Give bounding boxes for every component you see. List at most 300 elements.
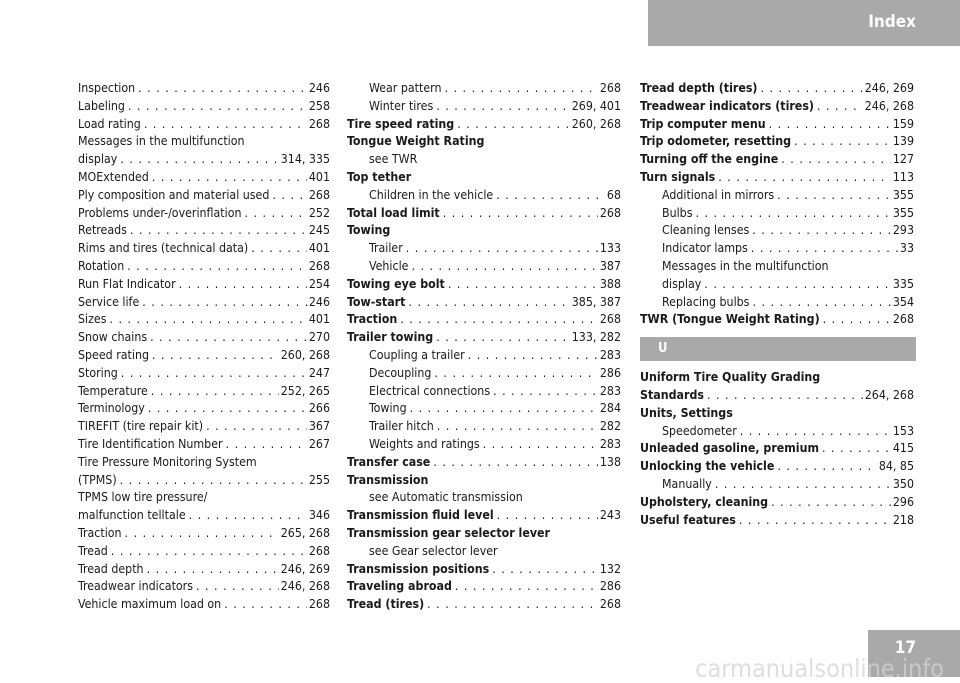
- dot-leader: [144, 116, 307, 134]
- index-entry: [347, 454, 621, 472]
- index-entry: [640, 98, 914, 116]
- index-entry: [78, 311, 330, 329]
- entry-term: Retreads: [78, 223, 127, 238]
- entry-page-ref: 268: [599, 81, 621, 95]
- index-entry: [640, 294, 914, 312]
- index-entry: [347, 222, 621, 240]
- index-entry: [78, 276, 330, 294]
- entry-term: Uniform Tire Quality Grading: [640, 370, 821, 385]
- entry-page-ref: 153: [892, 423, 914, 438]
- entry-term: Tread: [78, 543, 108, 558]
- index-column-3-section-entries: [640, 369, 914, 529]
- index-entry: [78, 187, 330, 205]
- entry-term: Tread depth: [78, 561, 144, 576]
- entry-page-ref: 269, 401: [571, 98, 621, 113]
- index-entry: [640, 512, 914, 530]
- dot-leader: [120, 151, 278, 169]
- index-entry: [347, 383, 621, 401]
- entry-term: Units, Settings: [640, 405, 733, 420]
- entry-page-ref: 218: [892, 512, 914, 527]
- entry-term: TIREFIT (tire repair kit): [78, 419, 204, 434]
- entry-page-ref: 68: [606, 187, 621, 202]
- entry-term: Bulbs: [662, 205, 693, 220]
- entry-page-ref: 268: [308, 258, 330, 273]
- index-entry: [640, 151, 914, 169]
- index-entry: [347, 525, 621, 543]
- index-column-3: [640, 80, 914, 529]
- index-entry: [78, 98, 330, 116]
- entry-term: Vehicle: [369, 258, 409, 273]
- entry-term: Tow-start: [347, 294, 406, 309]
- dot-leader: [448, 276, 598, 294]
- dot-leader: [196, 578, 279, 596]
- entry-term: Towing eye bolt: [347, 276, 445, 291]
- index-entry: [78, 383, 330, 401]
- entry-term: TPMS low tire pressure/: [78, 490, 208, 505]
- header-tab: [648, 0, 960, 46]
- entry-term: Unlocking the vehicle: [640, 459, 775, 474]
- dot-leader: [823, 311, 891, 329]
- entry-page-ref: 139: [892, 134, 914, 149]
- index-entry: [640, 369, 914, 387]
- index-entry: [640, 205, 914, 223]
- entry-page-ref: 286: [599, 365, 621, 380]
- entry-page-ref: 388: [599, 276, 621, 291]
- entry-page-ref: 415: [892, 441, 914, 456]
- index-entry: [347, 578, 621, 596]
- index-entry: [640, 258, 914, 276]
- entry-term: Rims and tires (technical data): [78, 241, 249, 256]
- entry-term: Traveling abroad: [347, 579, 452, 594]
- dot-leader: [150, 329, 307, 347]
- dot-leader: [492, 561, 598, 579]
- entry-term: Transfer case: [347, 454, 431, 469]
- dot-leader: [483, 436, 598, 454]
- entry-term: Run Flat Indicator: [78, 276, 176, 291]
- dot-leader: [457, 116, 570, 134]
- entry-term: Snow chains: [78, 330, 148, 345]
- dot-leader: [817, 98, 863, 116]
- entry-page-ref: 133, 282: [571, 330, 621, 345]
- entry-term: Transmission fluid level: [347, 508, 494, 523]
- dot-leader: [251, 240, 307, 258]
- entry-term: Unleaded gasoline, premium: [640, 441, 820, 456]
- index-entry: [78, 294, 330, 312]
- index-entry: [78, 116, 330, 134]
- entry-term: Manually: [662, 476, 712, 491]
- index-entry: [640, 458, 914, 476]
- entry-term: see Automatic transmission: [369, 490, 523, 505]
- dot-leader: [400, 311, 598, 329]
- page-number: 17: [894, 638, 916, 658]
- index-entry: [347, 472, 621, 490]
- index-entry: [78, 240, 330, 258]
- index-entry: [78, 365, 330, 383]
- entry-page-ref: 258: [308, 98, 330, 113]
- watermark: carmanualsonline.info: [695, 654, 944, 683]
- entry-term: Trailer: [369, 241, 403, 256]
- index-entry: [78, 133, 330, 151]
- entry-term: Trip odometer, resetting: [640, 134, 792, 149]
- entry-term: Top tether: [347, 169, 412, 184]
- dot-leader: [120, 472, 307, 490]
- index-entry: [347, 169, 621, 187]
- index-entry: [640, 116, 914, 134]
- entry-page-ref: 286: [599, 579, 621, 594]
- dot-leader: [718, 169, 891, 187]
- index-column-3-entries: [640, 80, 914, 329]
- entry-term: see Gear selector lever: [369, 543, 498, 558]
- dot-leader: [751, 240, 898, 258]
- index-entry: [347, 507, 621, 525]
- section-header-u: [640, 337, 916, 361]
- index-entry: [78, 561, 330, 579]
- entry-page-ref: 246, 269: [280, 561, 330, 576]
- entry-term: MOExtended: [78, 169, 149, 184]
- index-entry: [347, 418, 621, 436]
- entry-term: Cleaning lenses: [662, 223, 750, 238]
- entry-term: Upholstery, cleaning: [640, 494, 769, 509]
- entry-term: Tongue Weight Rating: [347, 134, 485, 149]
- entry-term: Trip computer menu: [640, 116, 766, 131]
- index-entry: [78, 329, 330, 347]
- dot-leader: [752, 222, 891, 240]
- entry-page-ref: 387: [599, 258, 621, 273]
- dot-leader: [152, 347, 279, 365]
- dot-leader: [740, 423, 891, 441]
- entry-page-ref: 401: [308, 241, 330, 256]
- index-entry: [640, 311, 914, 329]
- entry-page-ref: 138: [599, 454, 621, 469]
- dot-leader: [130, 222, 307, 240]
- section-letter: U: [658, 341, 668, 357]
- index-entry: [78, 222, 330, 240]
- dot-leader: [497, 507, 598, 525]
- index-entry: [78, 347, 330, 365]
- entry-page-ref: 33: [899, 241, 914, 256]
- entry-term: Storing: [78, 365, 118, 380]
- entry-page-ref: 350: [892, 476, 914, 491]
- entry-page-ref: 282: [599, 419, 621, 434]
- dot-leader: [179, 276, 307, 294]
- dot-leader: [411, 258, 597, 276]
- entry-page-ref: 268: [308, 187, 330, 202]
- index-entry: [640, 476, 914, 494]
- entry-page-ref: 283: [599, 383, 621, 398]
- entry-term: Replacing bulbs: [662, 294, 750, 309]
- entry-term: Tread depth (tires): [640, 81, 758, 95]
- entry-term: Treadwear indicators: [78, 579, 193, 594]
- dot-leader: [427, 596, 598, 614]
- entry-term: Transmission positions: [347, 561, 490, 576]
- dot-leader: [752, 294, 890, 312]
- entry-page-ref: 246, 269: [864, 81, 914, 95]
- dot-leader: [437, 418, 598, 436]
- entry-term: TWR (Tongue Weight Rating): [640, 312, 820, 327]
- dot-leader: [695, 205, 890, 223]
- dot-leader: [761, 80, 863, 98]
- entry-page-ref: 265, 268: [280, 525, 330, 540]
- dot-leader: [822, 440, 891, 458]
- index-entry: [347, 80, 621, 98]
- index-entry: [78, 489, 330, 507]
- index-entry: [78, 80, 330, 98]
- entry-term: Terminology: [78, 401, 145, 416]
- dot-leader: [138, 80, 307, 98]
- dot-leader: [148, 400, 307, 418]
- entry-term: Inspection: [78, 81, 136, 95]
- index-entry: [640, 405, 914, 423]
- entry-term: Children in the vehicle: [369, 187, 494, 202]
- entry-page-ref: 354: [892, 294, 914, 309]
- dot-leader: [111, 543, 307, 561]
- index-entry: [347, 329, 621, 347]
- entry-term: Traction: [78, 525, 122, 540]
- index-entry: [347, 489, 621, 507]
- index-entry: [347, 543, 621, 561]
- entry-page-ref: 401: [308, 312, 330, 327]
- entry-term: Temperature: [78, 383, 148, 398]
- dot-leader: [224, 596, 307, 614]
- entry-term: Towing: [369, 401, 407, 416]
- entry-term: Electrical connections: [369, 383, 491, 398]
- index-entry: [640, 80, 914, 98]
- entry-page-ref: 246: [308, 81, 330, 95]
- entry-page-ref: 252, 265: [280, 383, 330, 398]
- entry-term: Towing: [347, 223, 391, 238]
- entry-term: Total load limit: [347, 205, 440, 220]
- entry-page-ref: 283: [599, 347, 621, 362]
- index-entry: [78, 169, 330, 187]
- entry-page-ref: 346: [308, 508, 330, 523]
- index-entry: [347, 205, 621, 223]
- dot-leader: [151, 383, 279, 401]
- entry-page-ref: 246, 268: [280, 579, 330, 594]
- index-column-2: [347, 80, 621, 614]
- dot-leader: [468, 347, 598, 365]
- entry-page-ref: 246, 268: [864, 98, 914, 113]
- index-entry: [78, 525, 330, 543]
- entry-term: Turning off the engine: [640, 152, 779, 167]
- entry-page-ref: 268: [599, 597, 621, 612]
- entry-page-ref: 367: [308, 419, 330, 434]
- entry-term: Tire Pressure Monitoring System: [78, 454, 257, 469]
- entry-page-ref: 255: [308, 472, 330, 487]
- entry-term: Turn signals: [640, 169, 716, 184]
- entry-term: Decoupling: [369, 365, 432, 380]
- entry-term: Messages in the multifunction: [662, 258, 829, 273]
- index-entry: [347, 98, 621, 116]
- dot-leader: [777, 458, 876, 476]
- dot-leader: [739, 512, 891, 530]
- entry-page-ref: 254: [308, 276, 330, 291]
- entry-page-ref: 268: [599, 205, 621, 220]
- entry-page-ref: 268: [892, 312, 914, 327]
- dot-leader: [707, 387, 863, 405]
- index-entry: [347, 294, 621, 312]
- entry-page-ref: 84, 85: [878, 459, 914, 474]
- index-entry: [347, 116, 621, 134]
- dot-leader: [128, 98, 307, 116]
- entry-page-ref: 127: [892, 152, 914, 167]
- index-entry: [347, 400, 621, 418]
- entry-term: (TPMS): [78, 472, 117, 487]
- dot-leader: [127, 258, 307, 276]
- index-entry: [347, 187, 621, 205]
- index-entry: [640, 133, 914, 151]
- entry-page-ref: 267: [308, 436, 330, 451]
- entry-page-ref: 260, 268: [280, 347, 330, 362]
- index-entry: [347, 276, 621, 294]
- index-entry: [78, 578, 330, 596]
- index-entry: [640, 423, 914, 441]
- index-entry: [640, 222, 914, 240]
- entry-term: Wear pattern: [369, 81, 442, 95]
- entry-page-ref: 355: [892, 187, 914, 202]
- entry-term: Vehicle maximum load on: [78, 597, 222, 612]
- entry-term: Rotation: [78, 258, 125, 273]
- entry-term: Useful features: [640, 512, 736, 527]
- entry-page-ref: 401: [308, 169, 330, 184]
- entry-term: Speedometer: [662, 423, 737, 438]
- index-entry: [347, 365, 621, 383]
- entry-page-ref: 252: [308, 205, 330, 220]
- index-entry: [78, 543, 330, 561]
- entry-term: Coupling a trailer: [369, 347, 465, 362]
- dot-leader: [272, 187, 306, 205]
- entry-term: Additional in mirrors: [662, 187, 775, 202]
- index-entry: [347, 596, 621, 614]
- dot-leader: [493, 383, 598, 401]
- dot-leader: [406, 240, 598, 258]
- entry-term: Labeling: [78, 98, 125, 113]
- dot-leader: [433, 454, 598, 472]
- dot-leader: [445, 80, 598, 98]
- entry-page-ref: 245: [308, 223, 330, 238]
- dot-leader: [436, 329, 570, 347]
- entry-page-ref: 385, 387: [571, 294, 621, 309]
- entry-term: Winter tires: [369, 98, 434, 113]
- dot-leader: [704, 276, 891, 294]
- entry-term: Messages in the multifunction: [78, 134, 245, 149]
- index-entry: [640, 169, 914, 187]
- entry-term: Standards: [640, 387, 704, 402]
- entry-page-ref: 268: [599, 312, 621, 327]
- dot-leader: [226, 436, 307, 454]
- dot-leader: [434, 365, 597, 383]
- index-entry: [347, 311, 621, 329]
- dot-leader: [771, 494, 891, 512]
- dot-leader: [189, 507, 307, 525]
- entry-page-ref: 268: [308, 543, 330, 558]
- dot-leader: [794, 133, 891, 151]
- dot-leader: [245, 205, 307, 223]
- index-entry: [347, 347, 621, 365]
- entry-term: see TWR: [369, 152, 418, 167]
- entry-page-ref: 132: [599, 561, 621, 576]
- index-entry: [78, 436, 330, 454]
- index-entry: [640, 187, 914, 205]
- entry-page-ref: 268: [308, 116, 330, 131]
- index-entry: [78, 151, 330, 169]
- index-entry: [78, 205, 330, 223]
- entry-page-ref: 335: [892, 276, 914, 291]
- entry-page-ref: 159: [892, 116, 914, 131]
- entry-term: Transmission gear selector lever: [347, 525, 550, 540]
- dot-leader: [715, 476, 891, 494]
- entry-term: display: [78, 152, 118, 167]
- index-entry: [78, 472, 330, 490]
- dot-leader: [496, 187, 605, 205]
- index-entry: [640, 276, 914, 294]
- entry-page-ref: 283: [599, 436, 621, 451]
- dot-leader: [410, 400, 598, 418]
- entry-term: Ply composition and material used: [78, 187, 270, 202]
- page-title: Index: [868, 12, 916, 32]
- entry-page-ref: 260, 268: [571, 116, 621, 131]
- index-entry: [78, 596, 330, 614]
- index-entry: [78, 258, 330, 276]
- entry-page-ref: 270: [308, 330, 330, 345]
- entry-term: Traction: [347, 312, 398, 327]
- entry-page-ref: 264, 268: [864, 387, 914, 402]
- dot-leader: [769, 116, 891, 134]
- dot-leader: [125, 525, 279, 543]
- index-entry: [640, 494, 914, 512]
- index-entry: [78, 400, 330, 418]
- index-entry: [347, 151, 621, 169]
- entry-term: Tire Identification Number: [78, 436, 223, 451]
- entry-page-ref: 284: [599, 401, 621, 416]
- entry-page-ref: 355: [892, 205, 914, 220]
- dot-leader: [777, 187, 891, 205]
- entry-term: Weights and ratings: [369, 436, 480, 451]
- index-entry: [347, 258, 621, 276]
- dot-leader: [436, 98, 570, 116]
- entry-term: Trailer hitch: [369, 419, 434, 434]
- index-entry: [78, 454, 330, 472]
- dot-leader: [142, 294, 307, 312]
- entry-term: Service life: [78, 294, 140, 309]
- index-entry: [78, 507, 330, 525]
- entry-page-ref: 296: [892, 494, 914, 509]
- entry-page-ref: 246: [308, 294, 330, 309]
- index-column-1: [78, 80, 330, 614]
- entry-term: Problems under-/overinflation: [78, 205, 242, 220]
- index-entry: [347, 561, 621, 579]
- entry-page-ref: 293: [892, 223, 914, 238]
- dot-leader: [109, 311, 306, 329]
- entry-term: malfunction telltale: [78, 508, 186, 523]
- index-entry: [640, 387, 914, 405]
- entry-term: Indicator lamps: [662, 241, 748, 256]
- dot-leader: [121, 365, 307, 383]
- entry-term: Trailer towing: [347, 330, 434, 345]
- dot-leader: [408, 294, 569, 312]
- entry-term: Transmission: [347, 472, 429, 487]
- entry-page-ref: 113: [892, 169, 914, 184]
- dot-leader: [455, 578, 598, 596]
- index-entry: [347, 133, 621, 151]
- entry-term: Treadwear indicators (tires): [640, 98, 814, 113]
- entry-page-ref: 314, 335: [280, 152, 330, 167]
- dot-leader: [781, 151, 891, 169]
- entry-term: Tread (tires): [347, 597, 425, 612]
- dot-leader: [152, 169, 307, 187]
- index-entry: [347, 436, 621, 454]
- dot-leader: [443, 205, 598, 223]
- entry-page-ref: 268: [308, 597, 330, 612]
